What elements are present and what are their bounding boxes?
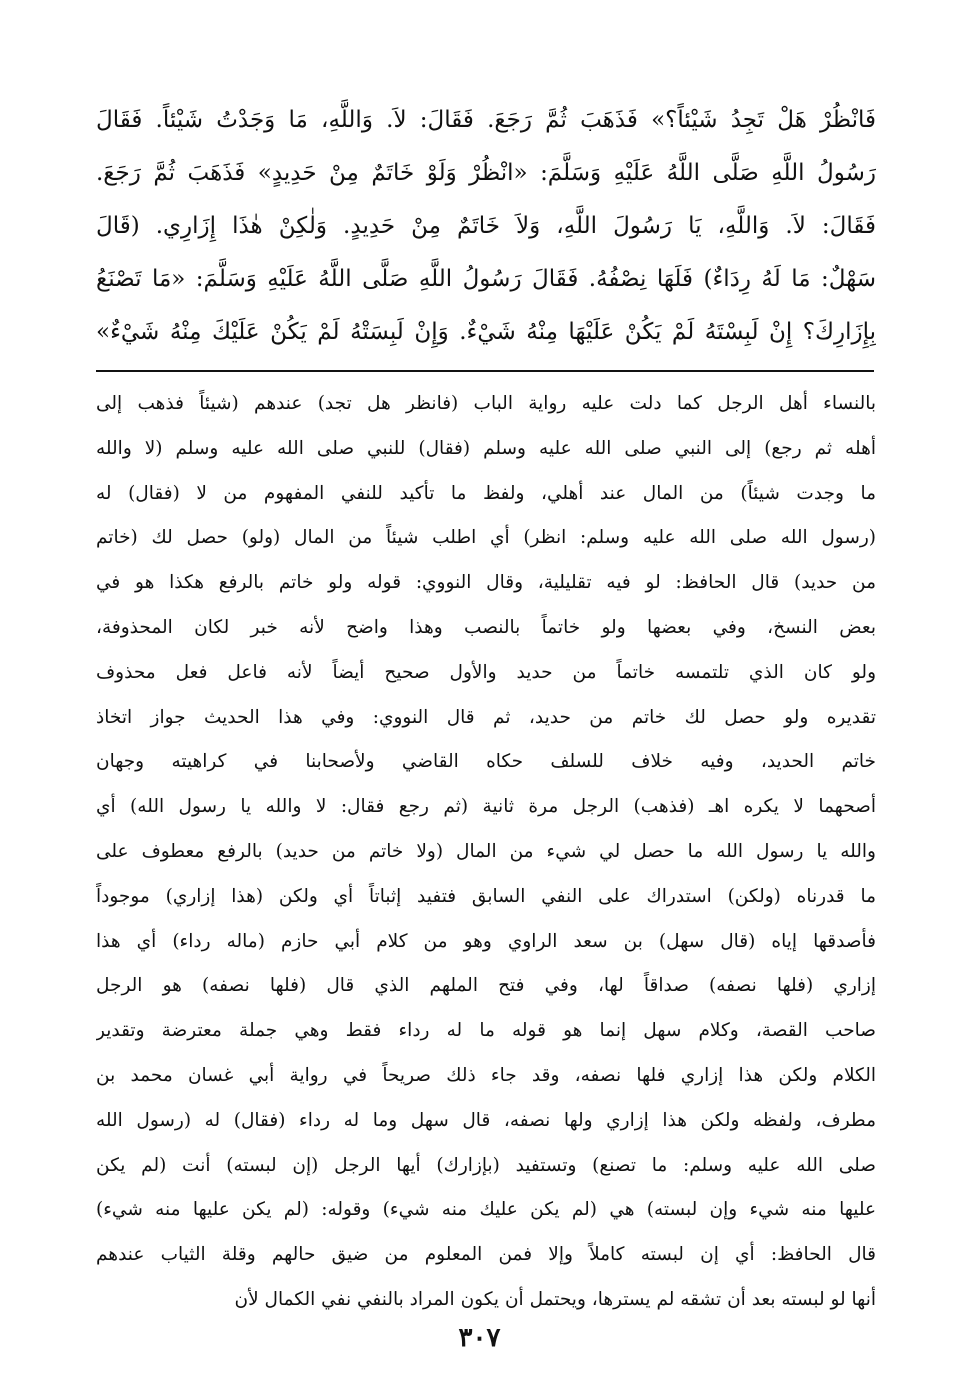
commentary-line: ما قدرناه (ولكن) استدراك على النفي السابق فتفيد إثباتاً أي ولكن (هذا إزاري) موجوداً (96, 885, 876, 907)
commentary-line: (رسول الله صلى الله عليه وسلم: انظر) أي اطلب شيئاً من المال (ولو) حصل لك (خاتم (96, 527, 876, 549)
commentary-line: تقديره ولو حصل لك خاتم من حديد، ثم قال النووي: وفي هذا الحديث جواز اتخاذ (96, 706, 876, 728)
section-divider (96, 370, 874, 372)
commentary-line: صاحب القصة، وكلام سهل إنما هو قوله ما له رداء فقط وهي جملة معترضة وتقدير (96, 1020, 876, 1042)
hadith-line: سَهْلٌ: مَا لَهُ رِدَاءٌ) فَلَهَا نِصْفُهُ. فَقَالَ رَسُولُ اللَّهِ صَلَّى اللَّهُ عَلَيْهِ وَسَلَّمَ: «مَا تَصْنَعُ (96, 266, 876, 292)
commentary-line: الكلام ولكن هذا إزاري فلها نصفه، وقد جاء ذلك صريحاً في رواية أبي غسان محمد بن (96, 1064, 876, 1086)
commentary-line: بالنساء أهل الرجل كما دلت عليه رواية الباب (فانظر هل تجد) عندهم (شيئاً فذهب إلى (96, 393, 876, 414)
page-number: ٣٠٧ (458, 1323, 501, 1353)
commentary-block (96, 382, 876, 1323)
commentary-line: فأصدقها إياه (قال سهل) بن سعد الراوي وهو من كلام أبي حازم (ماله رداء) أي هذا (96, 930, 876, 952)
commentary-line: من حديد) قال الحافظ: لو فيه تقليلية، وقال النووي: قوله ولو خاتم بالرفع هكذا هو في (96, 572, 876, 594)
commentary-line: ما وجدت شيئاً) من المال عند أهلي، ولفظ ما تأكيد للنفي المفهوم من لا (فقال) له (96, 482, 876, 504)
hadith-text-block (96, 94, 876, 359)
commentary-line: صلى الله عليه وسلم: ما تصنع) وتستفيد (بإزارك) أيها الرجل (إن لبسته) أنت (لم يكن (96, 1154, 876, 1176)
commentary-line: ولو كان الذي تلتمسه خاتماً من حديد والأول صحيح أيضاً لأنه فاعل فعل محذوف (96, 661, 876, 683)
commentary-line: إزاري (فلها نصفه) صداقاً لها، وفي فتح الملهم الذي قال (فلها نصفه) هو الرجل (96, 975, 876, 997)
commentary-line: أهله ثم رجع) إلى النبي صلى الله عليه وسلم (فقال) للنبي صلى الله عليه وسلم (لا والله (96, 437, 876, 459)
hadith-line: رَسُولُ اللَّهِ صَلَّى اللَّهُ عَلَيْهِ وَسَلَّمَ: «انْظُرْ وَلَوْ خَاتَمٌ مِنْ حَدِيدٍ» فَذَهَبَ ثُمَّ رَجَعَ. (96, 160, 876, 186)
commentary-line: أنها لو لبسته بعد أن تشقه لم يسترها، ويحتمل أن يكون المراد بالنفي نفي الكمال لأن (234, 1288, 876, 1310)
commentary-line: مطرف، ولفظه ولكن هذا إزاري ولها نصفه، قال سهل وما له رداء (فقال) له (رسول الله (96, 1109, 876, 1131)
commentary-line: عليها منه شيء وإن لبسته) هي (لم يكن عليك منه شيء) وقوله: (لم يكن عليها منه شيء) (96, 1199, 876, 1221)
commentary-line: أصحهما لا يكره اهـ (فذهب) الرجل مرة ثانية (ثم رجع فقال: لا والله يا رسول الله) أي (96, 796, 876, 818)
hadith-line: فَانْظُرْ هَلْ تَجِدُ شَيْئاً؟» فَذَهَبَ ثُمَّ رَجَعَ. فَقَالَ: لاَ. وَاللَّهِ، مَا وَجَدْتُ شَيْئاً. فَقَالَ (96, 107, 876, 133)
commentary-line: قال الحافظ: أي إن لبسته كاملاً وإلا فمن المعلوم من ضيق حالهم وقلة الثياب عندهم (96, 1244, 876, 1266)
commentary-line: والله يا رسول الله ما حصل لي شيء من المال (ولا خاتم من حديد) بالرفع معطوف على (96, 840, 876, 862)
hadith-line: بِإِزَارِكَ؟ إِنْ لَبِسْتَهُ لَمْ يَكُنْ عَلَيْهَا مِنْهُ شَيْءٌ. وَإِنْ لَبِسَتْهُ لَمْ يَكُنْ عَلَيْكَ مِنْهُ شَيْءٌ» (96, 319, 876, 345)
commentary-line: بعض النسخ، وفي بعضها ولو خاتماً بالنصب وهذا واضح لأنه خبر لكان المحذوفة، (96, 616, 876, 638)
hadith-line: فَقَالَ: لاَ. وَاللَّهِ، يَا رَسُولَ اللَّهِ، وَلاَ خَاتَمٌ مِنْ حَدِيدٍ. وَلٰكِنْ هٰذَا إِزَارِي. (قَالَ (96, 213, 876, 239)
commentary-line: خاتم الحديد، وفيه خلاف للسلف حكاه القاضي ولأصحابنا في كراهيته وجهان (96, 751, 876, 773)
